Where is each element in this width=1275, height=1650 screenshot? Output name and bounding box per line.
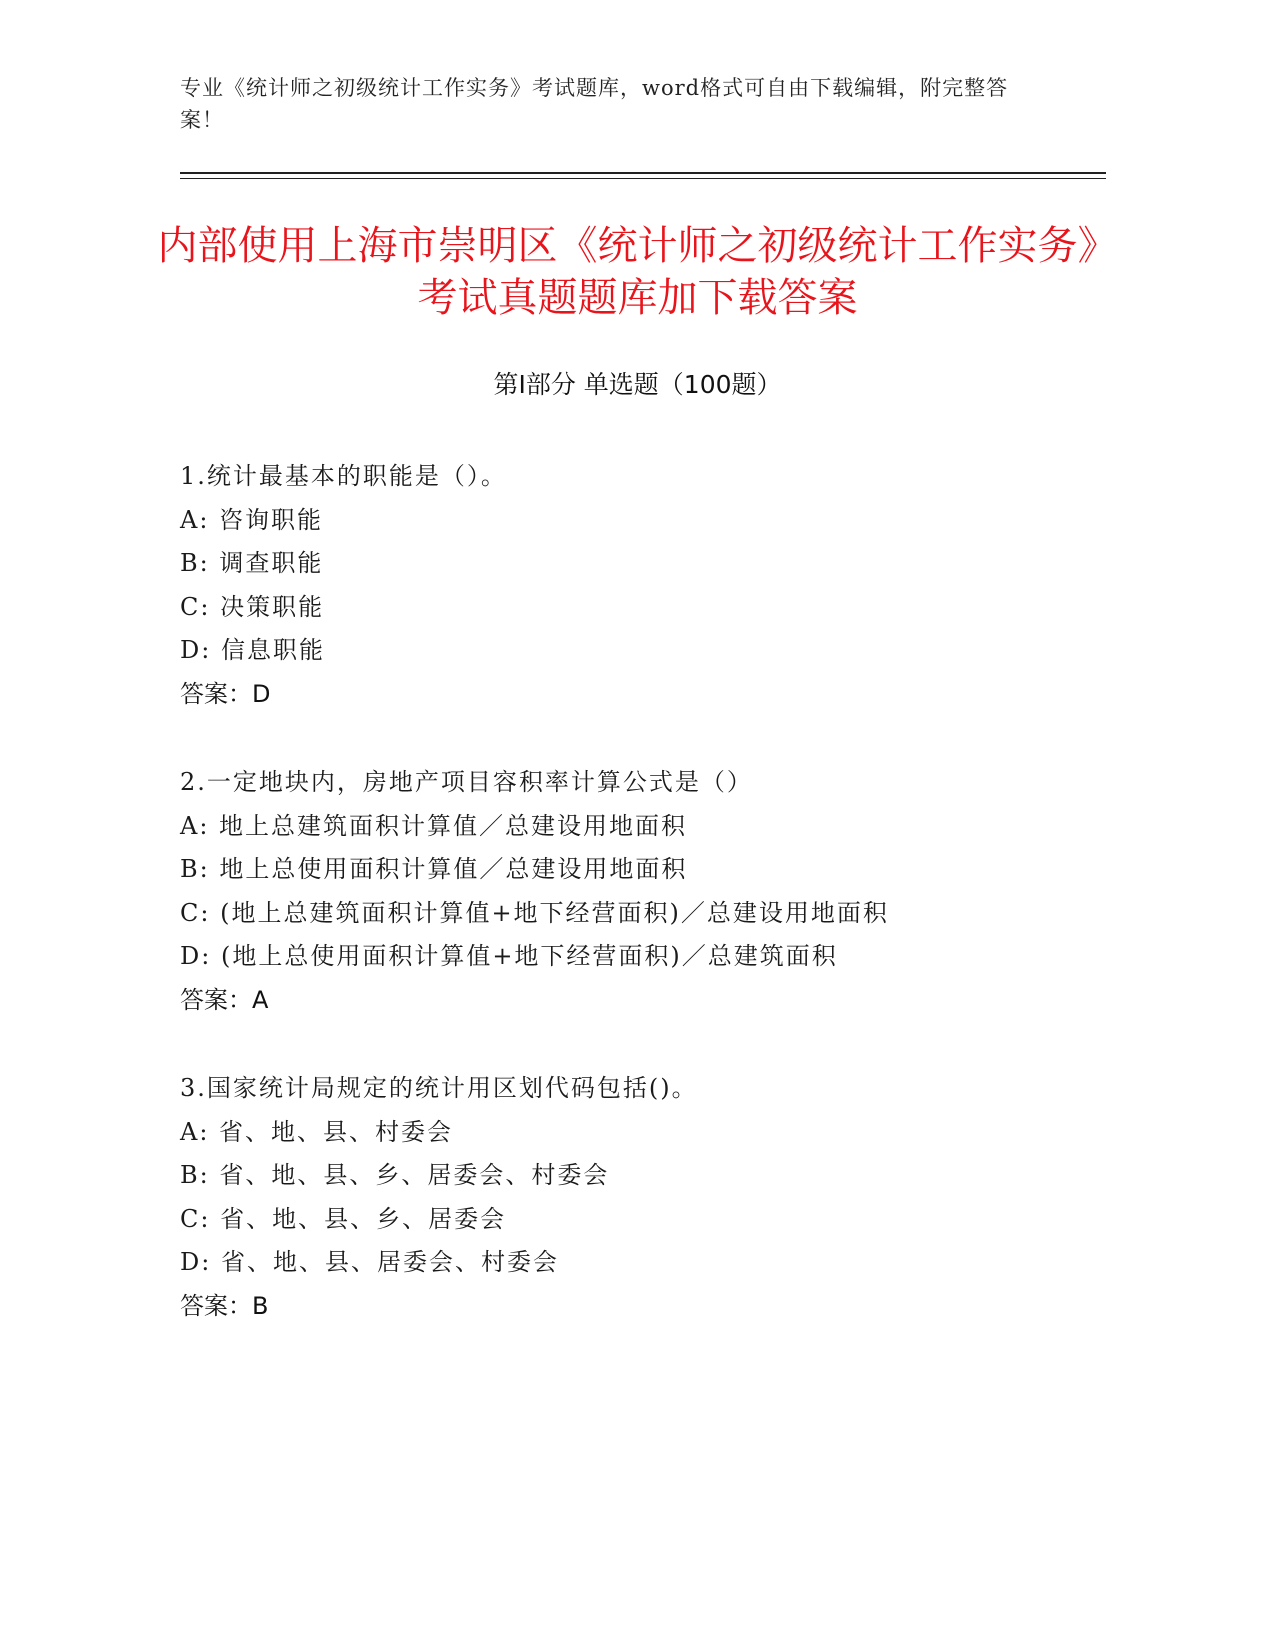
- option-b: B: 地上总使用面积计算值／总建设用地面积: [180, 855, 688, 883]
- answer-line: 答案：D: [180, 679, 271, 708]
- question-1: [180, 455, 1080, 716]
- section-heading: 第I部分 单选题（100题）: [493, 370, 782, 399]
- option-c: C: (地上总建筑面积计算值+地下经营面积)／总建设用地面积: [180, 898, 889, 927]
- question-list: [180, 455, 1080, 1373]
- document-title: 内部使用上海市崇明区《统计师之初级统计工作实务》考试真题题库加下载答案: [157, 223, 1118, 321]
- option-a: A: 地上总建筑面积计算值／总建设用地面积: [180, 811, 688, 840]
- option-c: C: 省、地、县、乡、居委会: [180, 1204, 507, 1233]
- option-b: B: 省、地、县、乡、居委会、村委会: [180, 1161, 610, 1189]
- option-a: A: 咨询职能: [180, 505, 324, 534]
- answer-line: 答案：A: [180, 985, 269, 1014]
- answer-line: 答案：B: [180, 1291, 269, 1320]
- header-divider-thin: [180, 178, 1106, 179]
- option-d: D: (地上总使用面积计算值+地下经营面积)／总建筑面积: [180, 942, 838, 970]
- header-divider-thick: [180, 172, 1106, 174]
- option-b: B: 调查职能: [180, 549, 324, 577]
- option-a: A: 省、地、县、村委会: [180, 1117, 454, 1146]
- option-d: D: 省、地、县、居委会、村委会: [180, 1248, 559, 1276]
- header-note: 专业《统计师之初级统计工作实务》考试题库，word格式可自由下载编辑，附完整答案！: [180, 76, 1009, 132]
- option-d: D: 信息职能: [180, 636, 325, 664]
- question-stem: 3.国家统计局规定的统计用区划代码包括()。: [180, 1074, 698, 1102]
- question-3: [180, 1067, 1080, 1328]
- option-c: C: 决策职能: [180, 592, 325, 621]
- question-2: [180, 761, 1080, 1022]
- question-stem: 2.一定地块内，房地产项目容积率计算公式是（）: [180, 768, 753, 796]
- question-stem: 1.统计最基本的职能是（）。: [180, 462, 507, 490]
